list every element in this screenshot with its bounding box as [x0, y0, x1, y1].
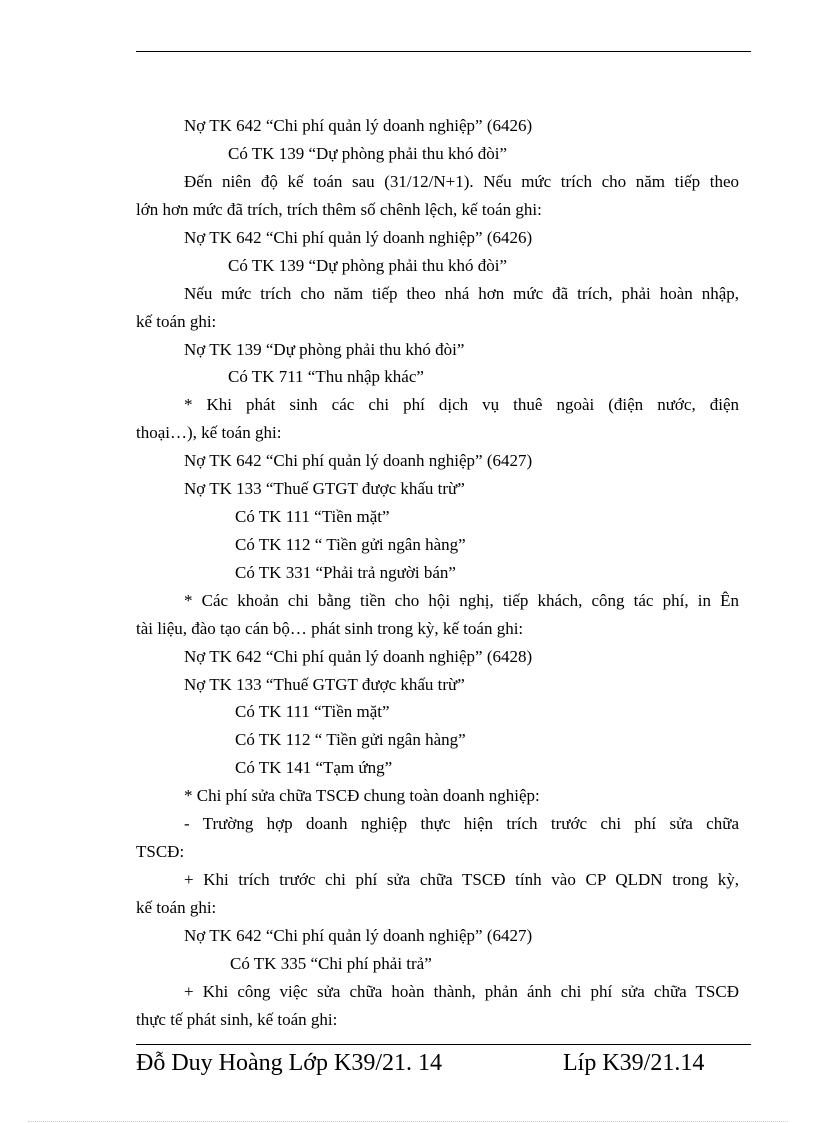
text-line: lớn hơn mức đã trích, trích thêm số chênh lệch, kế toán ghi:: [136, 200, 542, 219]
text-line: Nợ TK 133 “Thuế GTGT được khấu trừ”: [184, 675, 465, 694]
text-line: Nợ TK 642 “Chi phí quản lý doanh nghiệp” (6426): [184, 116, 533, 135]
text-line: Có TK 711 “Thu nhập khác”: [228, 367, 424, 386]
header-rule: [136, 51, 751, 52]
text-line: kế toán ghi:: [136, 898, 217, 917]
text-line: Nợ TK 642 “Chi phí quản lý doanh nghiệp” (6428): [184, 647, 533, 666]
text-line: + Khi trích trước chi phí sửa chữa TSCĐ tính vào CP QLDN trong kỳ,: [184, 870, 739, 889]
text-line: Nợ TK 642 “Chi phí quản lý doanh nghiệp” (6426): [184, 228, 533, 247]
text-line: Nợ TK 139 “Dự phòng phải thu khó đòi”: [184, 340, 465, 359]
footer-class: Líp K39/21.14: [563, 1050, 705, 1076]
text-line: kế toán ghi:: [136, 312, 217, 331]
page-edge-divider: [28, 1121, 788, 1122]
text-line: Có TK 331 “Phải trả người bán”: [235, 563, 456, 582]
text-line: Có TK 112 “ Tiền gửi ngân hàng”: [235, 730, 466, 749]
text-line: + Khi công việc sửa chữa hoàn thành, phản ánh chi phí sửa chữa TSCĐ: [184, 982, 739, 1001]
text-line: Có TK 335 “Chi phí phải trả”: [230, 954, 432, 973]
text-line: * Khi phát sinh các chi phí dịch vụ thuê ngoài (điện nước, điện: [184, 395, 739, 414]
text-line: Có TK 139 “Dự phòng phải thu khó đòi”: [228, 256, 507, 275]
text-line: tài liệu, đào tạo cán bộ… phát sinh trong kỳ, kế toán ghi:: [136, 619, 524, 638]
text-line: Có TK 112 “ Tiền gửi ngân hàng”: [235, 535, 466, 554]
text-line: Có TK 111 “Tiền mặt”: [235, 702, 390, 721]
text-line: thoại…), kế toán ghi:: [136, 423, 282, 442]
text-line: Nếu mức trích cho năm tiếp theo nhá hơn mức đã trích, phải hoàn nhập,: [184, 284, 739, 303]
text-line: * Chi phí sửa chữa TSCĐ chung toàn doanh nghiệp:: [184, 786, 540, 805]
footer-rule: [136, 1044, 751, 1045]
text-line: - Trường hợp doanh nghiệp thực hiện trích trước chi phí sửa chữa: [184, 814, 739, 833]
text-line: Có TK 111 “Tiền mặt”: [235, 507, 390, 526]
text-line: Nợ TK 133 “Thuế GTGT được khấu trừ”: [184, 479, 465, 498]
text-line: Có TK 141 “Tạm ứng”: [235, 758, 393, 777]
text-line: Nợ TK 642 “Chi phí quản lý doanh nghiệp” (6427): [184, 926, 533, 945]
text-line: Có TK 139 “Dự phòng phải thu khó đòi”: [228, 144, 507, 163]
text-line: Nợ TK 642 “Chi phí quản lý doanh nghiệp” (6427): [184, 451, 533, 470]
footer-author-class: Đỗ Duy Hoàng Lớp K39/21. 14: [136, 1050, 442, 1076]
text-line: thực tế phát sinh, kế toán ghi:: [136, 1010, 338, 1029]
text-line: Đến niên độ kế toán sau (31/12/N+1). Nếu mức trích cho năm tiếp theo: [184, 172, 739, 191]
text-line: * Các khoản chi bằng tiền cho hội nghị, tiếp khách, công tác phí, in Ên: [184, 591, 739, 610]
text-line: TSCĐ:: [136, 842, 185, 861]
